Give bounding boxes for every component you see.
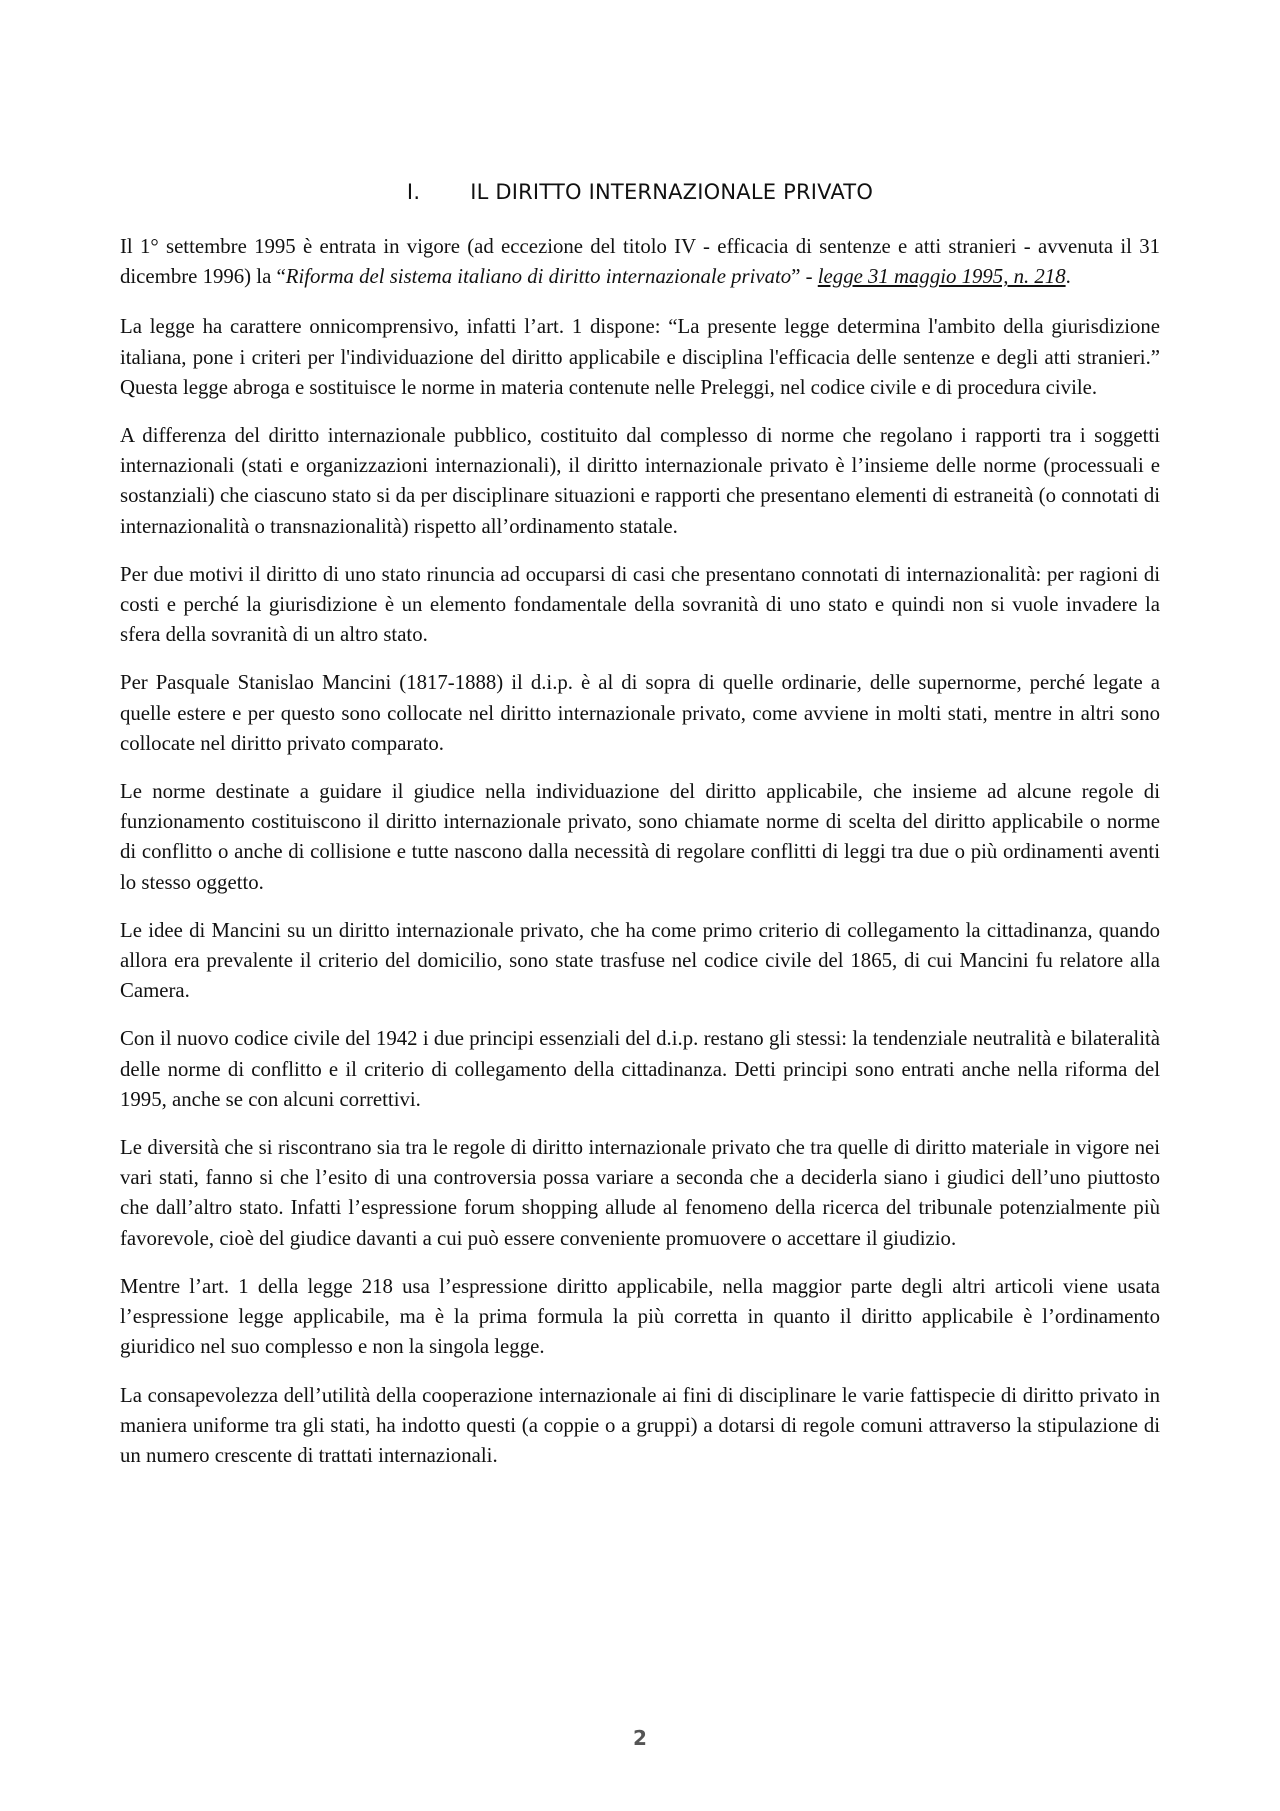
page-number: 2 — [633, 1726, 647, 1750]
paragraph: La consapevolezza dell’utilità della cooperazione internazionale ai fini di disciplinare le varie fattispecie di diritto privato in maniera uniforme tra gli stati, ha indotto questi (a coppie o a gruppi) a dotarsi di regole comuni attraverso la stipulazione di un numero crescente di trattati internazionali. — [120, 1383, 1160, 1467]
paragraph: Mentre l’art. 1 della legge 218 usa l’espressione diritto applicabile, nella maggior parte degli altri articoli viene usata l’espressione legge applicabile, ma è la prima formula la più corretta in quanto il diritto applicabile è l’ordinamento giuridico nel suo complesso e non la singola legge. — [120, 1274, 1160, 1359]
intro-text-after: . — [1065, 265, 1071, 289]
document-body — [120, 232, 1160, 1489]
paragraph: Per due motivi il diritto di uno stato rinuncia ad occuparsi di casi che presentano connotati di internazionalità: per ragioni di costi e perché la giurisdizione è un elemento fondamentale della sovranità di uno stato e quindi non si vuole invadere la sfera della sovranità di un altro stato. — [120, 562, 1160, 647]
paragraph: Le diversità che si riscontrano sia tra le regole di diritto internazionale privato che tra quelle di diritto materiale in vigore nei vari stati, fanno si che l’esito di una controversia possa variare a seconda che a deciderla siano i giudici dell’uno piuttosto che dall’altro stato. Infatti l’espressione forum shopping allude al fenomeno della ricerca del tribunale potenzialmente più favorevole, cioè del giudice davanti a cui può essere conveniente promuovere o accettare il giudizio. — [120, 1136, 1160, 1250]
paragraph: Le norme destinate a guidare il giudice nella individuazione del diritto applicabile, che insieme ad alcune regole di funzionamento costituiscono il diritto internazionale privato, sono chiamate norme di scelta del diritto applicabile o norme di conflitto o anche di collisione e tutte nascono dalla necessità di regolare conflitti di leggi tra due o più ordinamenti aventi lo stesso oggetto. — [120, 780, 1160, 894]
section-number: I. — [406, 180, 421, 204]
section-heading — [0, 180, 1280, 204]
section-title: IL DIRITTO INTERNAZIONALE PRIVATO — [470, 180, 874, 204]
paragraph: A differenza del diritto internazionale pubblico, costituito dal complesso di norme che regolano i rapporti tra i soggetti internazionali (stati e organizzazioni internazionali), il diritto internazionale privato è l’insieme delle norme (processuali e sostanziali) che ciascuno stato si da per disciplinare situazioni e rapporti che presentano elementi di estraneità (o connotati di internazionalità o transnazionalità) rispetto all’ordinamento statale. — [120, 424, 1160, 538]
paragraph-intro — [120, 232, 1160, 292]
paragraph: La legge ha carattere onnicomprensivo, infatti l’art. 1 dispone: “La presente legge determina l'ambito della giurisdizione italiana, pone i criteri per l'individuazione del diritto applicabile e disciplina l'efficacia delle sentenze e degli atti stranieri.” Questa legge abroga e sostituisce le norme in materia contenute nelle Preleggi, nel codice civile e di procedura civile. — [120, 315, 1160, 399]
reform-title: Riforma del sistema italiano di diritto internazionale privato — [285, 265, 792, 289]
intro-text-before: Il 1° settembre 1995 è entrata in vigore (ad eccezione del titolo IV - efficacia di sentenze e atti stranieri - avvenuta il 31 dicembre 1996) la “ — [120, 235, 1160, 289]
paragraph: Le idee di Mancini su un diritto internazionale privato, che ha come primo criterio di collegamento la cittadinanza, quando allora era prevalente il criterio del domicilio, sono state trasfuse nel codice civile del 1865, di cui Mancini fu relatore alla Camera. — [120, 918, 1160, 1003]
paragraph: Per Pasquale Stanislao Mancini (1817-1888) il d.i.p. è al di sopra di quelle ordinarie, delle supernorme, perché legate a quelle estere e per questo sono collocate nel diritto internazionale privato, come avviene in molti stati, mentre in altri sono collocate nel diritto privato comparato. — [120, 671, 1160, 755]
law-reference-link[interactable]: legge 31 maggio 1995, n. 218 — [817, 265, 1066, 289]
intro-text-middle: ” - — [791, 265, 818, 289]
paragraph: Con il nuovo codice civile del 1942 i due principi essenziali del d.i.p. restano gli stessi: la tendenziale neutralità e bilateralità delle norme di conflitto e il criterio di collegamento della cittadinanza. Detti principi sono entrati anche nella riforma del 1995, anche se con alcuni correttivi. — [120, 1027, 1160, 1111]
